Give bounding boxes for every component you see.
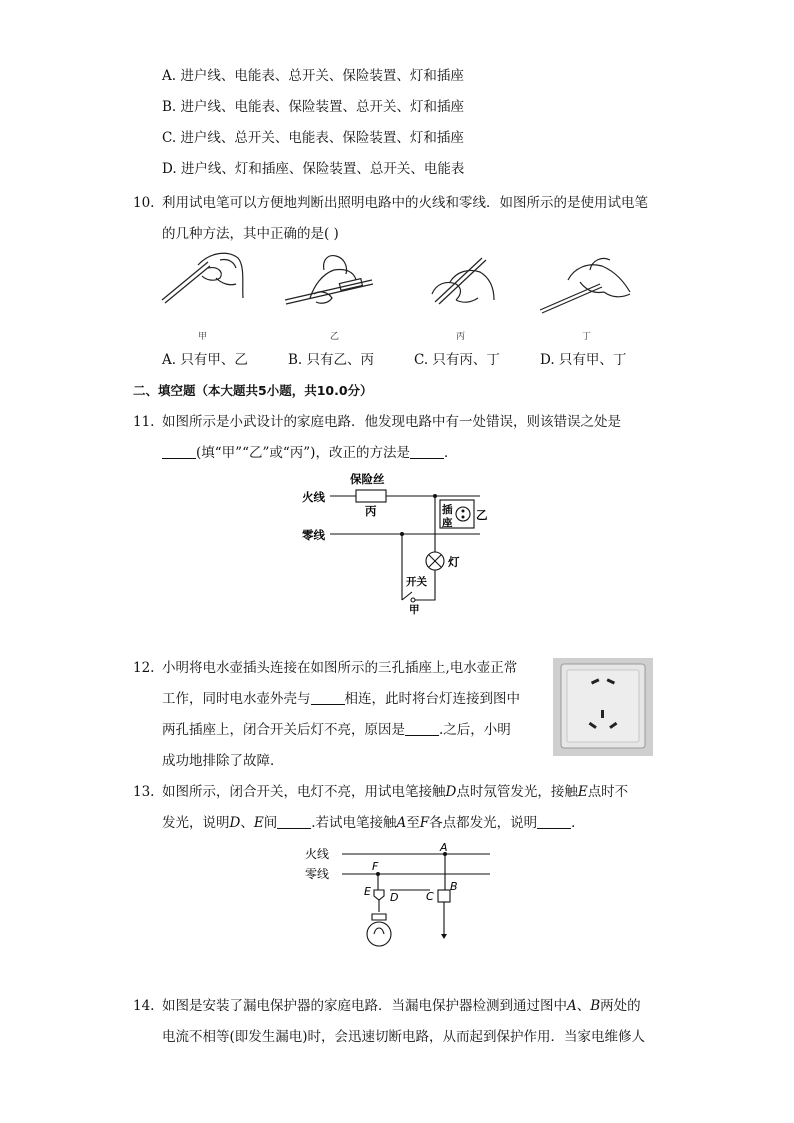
q13-text: ． xyxy=(571,815,585,831)
q13-point-e: E xyxy=(577,784,588,800)
q11-stem-line2-end: ． xyxy=(443,445,458,461)
test-pen-figure-jia xyxy=(162,253,243,303)
q13-point-f: F xyxy=(419,815,430,831)
q14-text: 两处的 xyxy=(600,998,641,1014)
fuse-icon xyxy=(356,490,386,502)
point-f-label: F xyxy=(372,860,379,873)
q9-option-b: B. 进户线、电能表、保险装置、总开关、灯和插座 xyxy=(162,99,465,115)
bulb-icon xyxy=(367,922,391,946)
q9-option-c: C. 进户线、总开关、电能表、保险装置、灯和插座 xyxy=(162,130,464,146)
test-pen-figure-yi xyxy=(285,256,373,304)
q13-text: 、 xyxy=(240,815,254,831)
fuse-label: 保险丝 xyxy=(350,472,385,486)
q10-number: 10. xyxy=(133,195,155,211)
q11-stem-line2 xyxy=(162,443,457,463)
q9-option-d: D. 进户线、灯和插座、保险装置、总开关、电能表 xyxy=(162,161,465,177)
q12-stem-line2 xyxy=(162,689,520,709)
fuse-tag: 丙 xyxy=(365,504,377,518)
test-pen-figure-bing xyxy=(432,258,494,304)
point-c-label: C xyxy=(426,890,434,903)
lamp-holder-icon xyxy=(374,890,384,900)
switch-tag: 甲 xyxy=(409,604,420,616)
q9-option-a: A. 进户线、电能表、总开关、保险装置、灯和插座 xyxy=(162,68,464,84)
q13-blank-2[interactable] xyxy=(537,814,571,829)
q10-option-a: A. 只有甲、乙 xyxy=(162,352,248,368)
q13-blank-1[interactable] xyxy=(277,814,311,829)
q11-blank-2[interactable] xyxy=(410,444,444,459)
q10-option-c: C. 只有丙、丁 xyxy=(414,352,500,368)
q14-stem-line1 xyxy=(162,996,641,1016)
socket-label-2: 座 xyxy=(442,517,453,529)
q14-point-a: A xyxy=(567,998,577,1014)
test-pen-figure-ding xyxy=(540,258,630,313)
q12-blank-1[interactable] xyxy=(311,690,345,705)
q12-stem-line3 xyxy=(162,720,511,740)
switch-label: 开关 xyxy=(406,576,427,588)
q10-stem-line2: 的几种方法，其中正确的是( ) xyxy=(162,226,339,242)
q13-point-e: E xyxy=(253,815,264,831)
q10-option-d: D. 只有甲、丁 xyxy=(540,352,627,368)
caption-jia: 甲 xyxy=(198,332,208,342)
q13-stem-line2 xyxy=(162,813,585,833)
q13-text: 如图所示，闭合开关，电灯不亮，用试电笔接触 xyxy=(162,784,446,800)
q10-option-b: B. 只有乙、丙 xyxy=(288,352,375,368)
neutral-wire-label: 零线 xyxy=(305,867,330,881)
q11-number: 11. xyxy=(133,414,155,430)
test-pen-figures xyxy=(150,250,650,325)
q12-stem-line1: 小明将电水壶插头连接在如图所示的三孔插座上,电水壶正常 xyxy=(162,660,518,676)
q12-blank-2[interactable] xyxy=(405,721,439,736)
fire-wire-label: 火线 xyxy=(302,490,325,504)
neutral-wire-label: 零线 xyxy=(302,528,325,542)
q11-stem-line2-text: (填“甲”“乙”或“丙”)，改正的方法是 xyxy=(196,445,410,461)
q14-number: 14. xyxy=(133,998,155,1014)
q12-stem-line4: 成功地排除了故障． xyxy=(162,753,284,769)
q11-stem-line1: 如图所示是小武设计的家庭电路．他发现电路中有一处错误，则该错误之处是 xyxy=(162,414,621,430)
q13-text: 各点都发光，说明 xyxy=(429,815,538,831)
q12-number: 12. xyxy=(133,660,155,676)
point-b-label: B xyxy=(450,880,458,893)
q14-stem-line2: 电流不相等(即发生漏电)时，会迅速切断电路，从而起到保护作用．当家电维修人 xyxy=(162,1029,646,1045)
q12-stem-line2-a: 工作，同时电水壶外壳与 xyxy=(162,691,311,707)
q13-point-d: D xyxy=(445,784,457,800)
point-e-label: E xyxy=(364,885,371,898)
q11-blank-1[interactable] xyxy=(162,444,196,459)
lamp-label: 灯 xyxy=(448,555,460,569)
q13-point-a: A xyxy=(396,815,407,831)
switch-box-icon xyxy=(438,890,450,902)
fire-wire-label: 火线 xyxy=(305,847,330,861)
section-title: 二、填空题（本大题共5小题，共10.0分） xyxy=(133,383,373,398)
q13-text: 点时不 xyxy=(587,784,629,800)
caption-ding: 丁 xyxy=(582,332,592,342)
socket-photo xyxy=(553,658,653,756)
q13-point-d: D xyxy=(229,815,241,831)
q13-text: .若试电笔接触 xyxy=(311,815,397,831)
q13-text: 至 xyxy=(406,815,420,831)
q14-text: 、 xyxy=(576,998,591,1014)
point-a-label: A xyxy=(440,841,448,854)
caption-yi: 乙 xyxy=(330,332,340,342)
q11-circuit-diagram xyxy=(290,468,500,616)
q13-text: 间 xyxy=(263,815,278,831)
q12-stem-line3-a: 两孔插座上，闭合开关后灯不亮，原因是 xyxy=(162,722,405,738)
q13-text: 发光，说明 xyxy=(162,815,230,831)
q14-point-b: B xyxy=(590,998,601,1014)
socket-label-1: 插 xyxy=(442,504,453,516)
q13-text: 点时氖管发光，接触 xyxy=(456,784,578,800)
socket-tag: 乙 xyxy=(476,508,488,522)
q12-stem-line2-b: 相连，此时将台灯连接到图中 xyxy=(344,691,520,707)
q13-number: 13. xyxy=(133,784,155,800)
q13-stem-line1 xyxy=(162,782,628,802)
point-d-label: D xyxy=(390,891,399,904)
q10-stem-line1: 利用试电笔可以方便地判断出照明电路中的火线和零线．如图所示的是使用试电笔 xyxy=(162,195,648,211)
q14-text: 如图是安装了漏电保护器的家庭电路．当漏电保护器检测到通过图中 xyxy=(162,998,567,1014)
q12-stem-line3-b: .之后，小明 xyxy=(439,722,511,738)
q13-circuit-diagram xyxy=(300,838,495,968)
caption-bing: 丙 xyxy=(456,332,466,342)
